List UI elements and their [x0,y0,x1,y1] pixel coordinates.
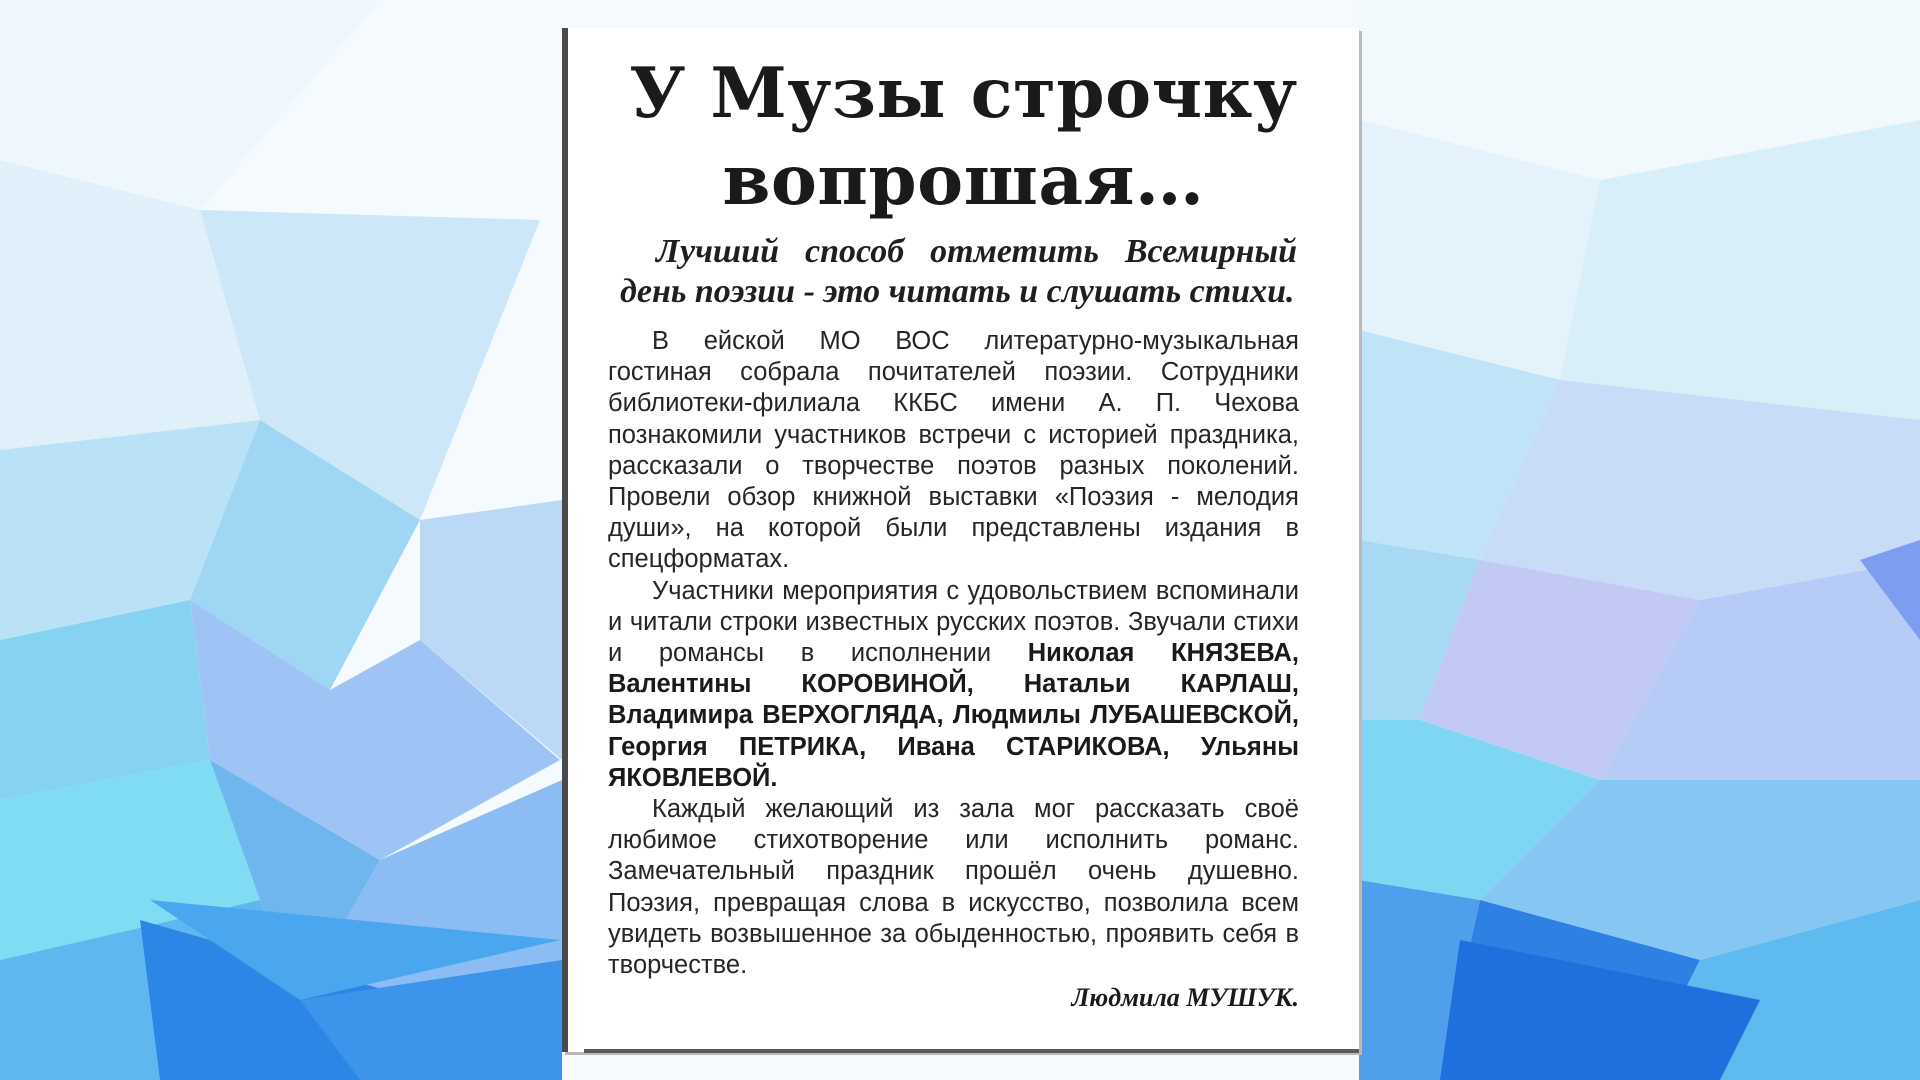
newspaper-clipping [562,28,1359,1052]
article-lead: Лучший способ отметить Всемирный день поэзии - это читать и слушать стихи. [620,233,1297,310]
article-paragraph-2 [608,576,1299,794]
article-title: У Музы строчку вопрошая… [629,53,1298,221]
article-signature: Людмила МУШУК. [1071,983,1299,1013]
paragraph-2-text: Участники мероприятия с удовольствием вспоминали и читали строки известных русских поэтов. Звучали стихи и романсы в исполнении [608,576,1299,668]
clipping-bottom-rule [584,1049,1359,1053]
performers-names: Николая КНЯЗЕВА, Валентины КОРОВИНОЙ, Натальи КАРЛАШ, Владимира ВЕРХОГЛЯДА, Людмилы ЛУБАШЕВСКОЙ, Георгия ПЕТРИКА, Ивана СТАРИКОВА, Ульяны ЯКОВЛЕВОЙ. [608,639,1299,792]
article-body [608,326,1299,981]
article-paragraph-1: В ейской МО ВОС литературно-музыкальная гостиная собрала почитателей поэзии. Сотрудники библиотеки-филиала ККБС имени А. П. Чехова познакомили участников встречи с историей праздника, рассказали о творчестве поэтов разных поколений. Провели обзор книжной выставки «Поэзия - мелодия души», на которой были представлены издания в спецформатах. [608,327,1299,574]
article-paragraph-3: Каждый желающий из зала мог рассказать своё любимое стихотворение или исполнить романс. Замечательный праздник прошёл очень душевно. Поэзия, превращая слова в искусство, позволила всем увидеть возвышенное за обыденностью, проявить себя в творчестве. [608,795,1299,980]
